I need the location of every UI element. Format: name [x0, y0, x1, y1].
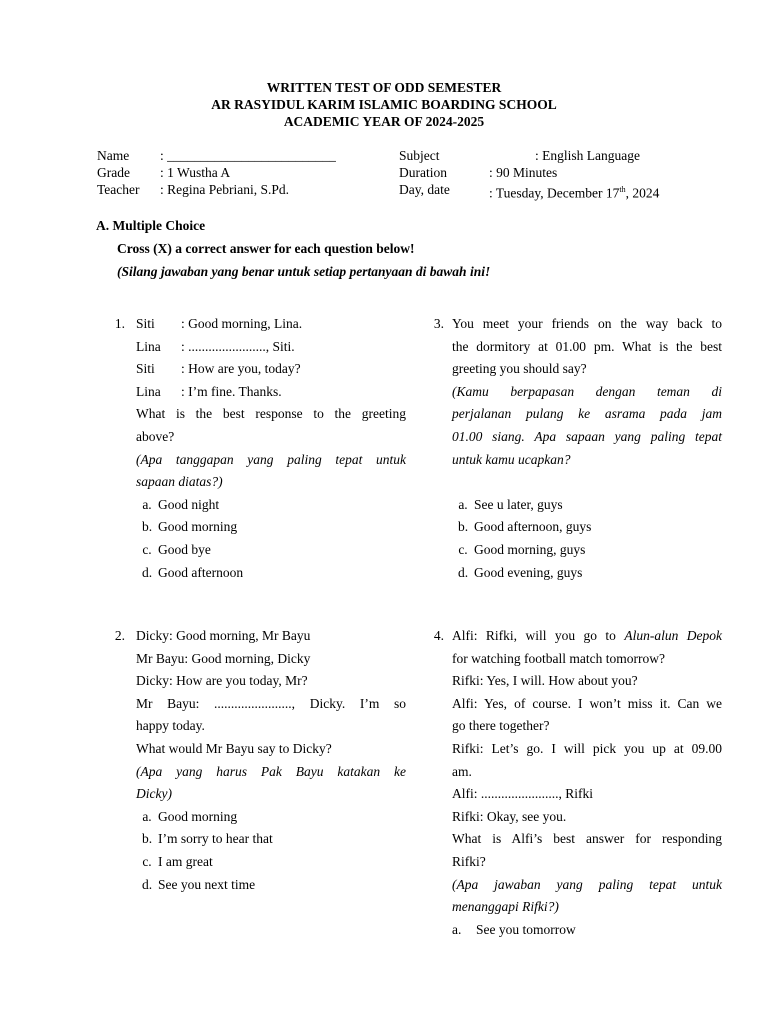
dialogue-line: : I’m fine. Thanks. [181, 383, 282, 399]
dialogue-line: for watching football match tomorrow? [452, 650, 665, 666]
option-b[interactable]: b. Good afternoon, guys [457, 519, 592, 535]
section-instruction-translation: (Silang jawaban yang benar untuk setiap pertanyaan di bawah ini! [117, 264, 491, 279]
option-a[interactable]: a. Good morning [142, 808, 238, 824]
question-text: above? [136, 428, 175, 444]
question-translation: untuk kamu ucapkan? [452, 451, 571, 467]
question-translation: (Apa jawaban yang paling tepat untuk [452, 876, 722, 892]
dialogue-line: Alfi: Rifki, will you go to Alun-alun Depok [452, 628, 722, 643]
question-1 [136, 313, 406, 584]
dialogue-line: am. [452, 763, 472, 779]
dialogue-line: : Good morning, Lina. [181, 316, 303, 331]
speaker: Lina [136, 338, 161, 354]
dialogue-line: Dicky: Good morning, Mr Bayu [136, 628, 311, 643]
question-text: greeting you should say? [452, 361, 587, 377]
dialogue-line: happy today. [136, 718, 205, 734]
question-3-number: 3. [433, 316, 444, 331]
option-c[interactable]: c. I am great [142, 853, 213, 869]
dialogue-line: Mr Bayu: Good morning, Dicky [136, 650, 311, 666]
title-line-2: AR RASYIDUL KARIM ISLAMIC BOARDING SCHOOL [211, 97, 557, 112]
grade-label: Grade [97, 165, 130, 180]
dialogue-line: : ......................., Siti. [181, 338, 295, 354]
question-4-number: 4. [433, 628, 444, 643]
question-text: You meet your friends on the way back to [452, 316, 722, 331]
name-label: Name [97, 148, 130, 163]
exam-title [0, 79, 768, 130]
dialogue-line: Dicky: How are you today, Mr? [136, 673, 308, 689]
dialogue-line: Alfi: ......................., Rifki [452, 786, 593, 802]
question-translation: (Apa tanggapan yang paling tepat untuk [136, 451, 406, 467]
option-a[interactable]: a. Good night [142, 496, 220, 512]
question-translation: menanggapi Rifki?) [452, 899, 559, 915]
question-text: What is Alfi’s best answer for responding [452, 831, 722, 847]
subject-value: : English Language [535, 148, 640, 163]
question-translation: sapaan diatas?) [136, 474, 223, 490]
question-4 [452, 625, 722, 941]
grade-value: : 1 Wustha A [160, 165, 231, 180]
question-1-number: 1. [114, 316, 125, 331]
dialogue-line: Mr Bayu: ......................., Dicky. I’m so [136, 695, 406, 711]
dialogue-line: : How are you, today? [181, 361, 301, 377]
option-b[interactable]: b. Good morning [141, 519, 238, 535]
question-2-number: 2. [114, 628, 125, 643]
section-instruction: Cross (X) a correct answer for each question below! [117, 241, 415, 256]
option-a[interactable]: a. See you tomorrow [452, 921, 576, 937]
question-3 [452, 313, 722, 584]
options-list [136, 806, 406, 896]
option-c[interactable]: c. Good bye [142, 541, 211, 557]
question-text: the dormitory at 01.00 pm. What is the best [452, 338, 722, 354]
subject-label: Subject [399, 148, 440, 163]
options-list [452, 919, 722, 942]
day-value: : Tuesday, December 17th, 2024 [489, 185, 660, 201]
info-right [399, 147, 659, 202]
speaker: Siti [136, 361, 155, 377]
section-heading: A. Multiple Choice [96, 218, 206, 233]
duration-value: : 90 Minutes [489, 165, 558, 180]
day-label: Day, date [399, 182, 450, 197]
question-text: What would Mr Bayu say to Dicky? [136, 740, 332, 756]
options-list [452, 494, 722, 584]
question-translation: perjalanan pulang ke asrama pada jam [452, 406, 722, 422]
speaker: Siti [136, 316, 155, 331]
speaker: Lina [136, 383, 161, 399]
dialogue-line: go there together? [452, 718, 550, 734]
question-translation: 01.00 siang. Apa sapaan yang paling tepat [452, 428, 722, 444]
option-d[interactable]: d. See you next time [141, 876, 256, 892]
name-field: : _________________________ [160, 148, 336, 163]
dialogue-line: Rifki: Let’s go. I will pick you up at 09.00 [452, 740, 722, 756]
dialogue-line: Rifki: Yes, I will. How about you? [452, 673, 638, 689]
question-translation: Dicky) [136, 786, 172, 802]
question-text: Rifki? [452, 853, 486, 869]
question-translation: (Apa yang harus Pak Bayu katakan ke [136, 763, 406, 779]
option-d[interactable]: d. Good afternoon [141, 564, 244, 580]
title-line-3: ACADEMIC YEAR OF 2024-2025 [283, 114, 485, 129]
info-left [97, 147, 336, 198]
option-c[interactable]: c. Good morning, guys [458, 541, 586, 557]
teacher-label: Teacher [97, 182, 140, 197]
option-d[interactable]: d. Good evening, guys [457, 564, 583, 580]
teacher-value: : Regina Pebriani, S.Pd. [160, 182, 289, 197]
dialogue-line: Rifki: Okay, see you. [452, 808, 567, 824]
option-a[interactable]: a. See u later, guys [458, 496, 563, 512]
options-list [136, 494, 406, 584]
dialogue-line: Alfi: Yes, of course. I won’t miss it. Can we [452, 695, 722, 711]
duration-label: Duration [399, 165, 447, 180]
title-line-1: WRITTEN TEST OF ODD SEMESTER [266, 80, 502, 95]
question-text: What is the best response to the greeting [136, 406, 406, 422]
option-b[interactable]: b. I’m sorry to hear that [141, 831, 273, 847]
question-2 [136, 625, 406, 896]
question-translation: (Kamu berpapasan dengan teman di [452, 383, 722, 399]
